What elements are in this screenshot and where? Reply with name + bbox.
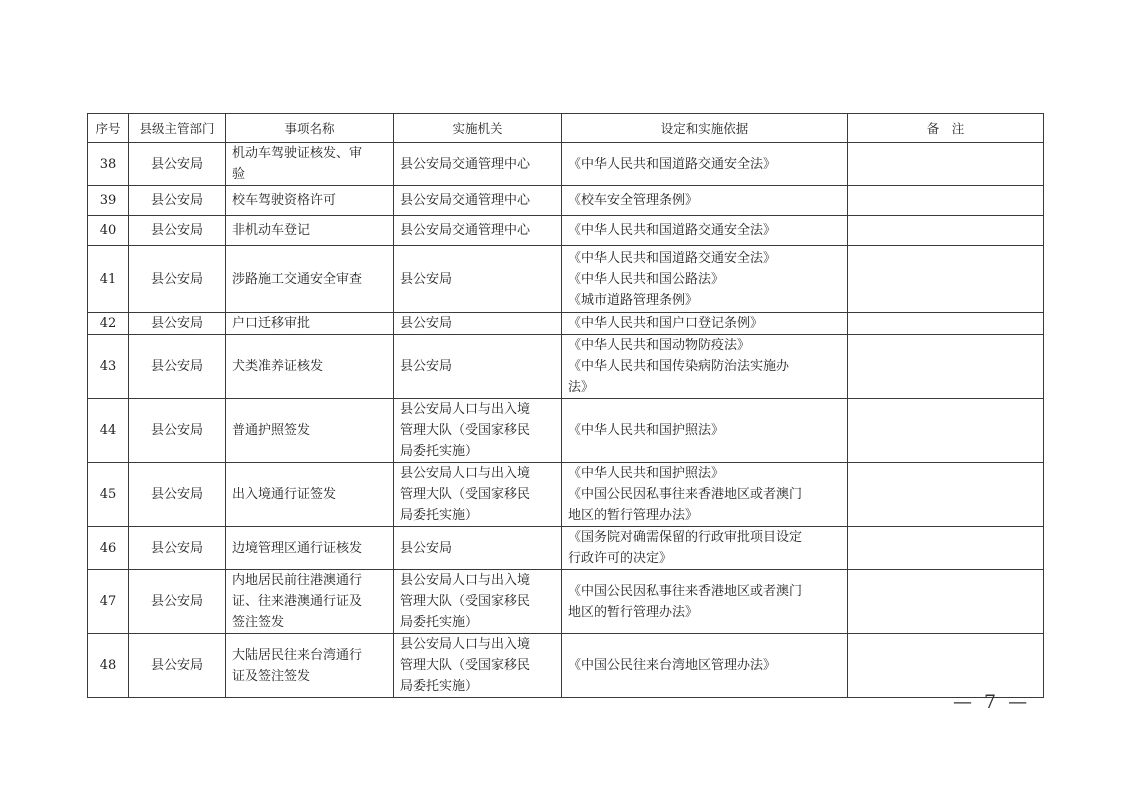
legal-basis-cell [562,527,848,570]
header-item-name: 事项名称 [226,114,394,143]
legal-basis-cell-line: 法》 [568,380,595,395]
department-cell: 县公安局 [129,634,226,698]
item-name-cell [226,246,394,313]
legal-basis-cell-line: 《中国公民因私事往来香港地区或者澳门 [568,487,803,502]
serial-number-cell: 42 [88,313,129,335]
serial-number-cell: 45 [88,463,129,527]
agency-cell-line: 管理大队（受国家移民 [400,658,531,673]
legal-basis-cell [562,463,848,527]
item-name-cell-line: 出入境通行证签发 [232,487,337,502]
remarks-cell [848,246,1044,313]
remarks-cell [848,399,1044,463]
agency-cell [394,463,562,527]
legal-basis-cell [562,399,848,463]
table-row [88,463,1044,527]
agency-cell-line: 县公安局交通管理中心 [400,223,531,238]
legal-basis-cell-line: 《中华人民共和国动物防疫法》 [568,338,751,353]
legal-basis-cell-line: 《中华人民共和国道路交通安全法》 [568,223,777,238]
agency-cell-line: 县公安局人口与出入境 [400,637,531,652]
legal-basis-cell-line: 地区的暂行管理办法》 [568,508,699,523]
legal-basis-cell-line: 《国务院对确需保留的行政审批项目设定 [568,530,803,545]
legal-basis-cell-line: 《城市道路管理条例》 [568,292,699,308]
legal-basis-cell [562,634,848,698]
table-row [88,335,1044,399]
agency-cell [394,186,562,216]
item-name-cell-line: 非机动车登记 [232,223,311,238]
legal-basis-cell-line: 《中华人民共和国传染病防治法实施办 [568,359,790,374]
agency-cell-line: 管理大队（受国家移民 [400,487,531,502]
department-cell: 县公安局 [129,313,226,335]
remarks-cell [848,216,1044,246]
legal-basis-cell-line: 行政许可的决定》 [568,551,673,566]
serial-number-cell: 41 [88,246,129,313]
item-name-cell-line: 机动车驾驶证核发、审 [232,146,363,161]
legal-basis-cell-line: 《中国公民往来台湾地区管理办法》 [568,658,777,673]
agency-cell-line: 局委托实施） [400,444,479,459]
table-row [88,216,1044,246]
department-cell: 县公安局 [129,246,226,313]
legal-basis-cell-line: 地区的暂行管理办法》 [568,604,699,620]
agency-cell [394,313,562,335]
table-row [88,634,1044,698]
table-row [88,570,1044,634]
item-name-cell-line: 普通护照签发 [232,423,311,438]
agency-cell-line: 县公安局交通管理中心 [400,193,531,208]
agency-cell [394,634,562,698]
item-name-cell [226,399,394,463]
serial-number-cell: 46 [88,527,129,570]
remarks-cell [848,313,1044,335]
agency-cell-line: 县公安局人口与出入境 [400,573,531,588]
legal-basis-cell-line: 《中华人民共和国户口登记条例》 [568,316,764,331]
item-name-cell-line: 证、往来港澳通行证及 [232,594,363,609]
agency-cell [394,246,562,313]
item-name-cell-line: 户口迁移审批 [232,316,311,331]
item-name-cell-line: 大陆居民往来台湾通行 [232,647,363,663]
legal-basis-cell-line: 《中华人民共和国道路交通安全法》 [568,250,777,266]
page-number: — 7 — [953,691,1031,713]
serial-number-cell: 48 [88,634,129,698]
table-row [88,246,1044,313]
agency-cell-line: 县公安局人口与出入境 [400,466,531,481]
agency-cell-line: 县公安局人口与出入境 [400,402,531,417]
legal-basis-cell [562,246,848,313]
department-cell: 县公安局 [129,143,226,186]
agency-cell-line: 管理大队（受国家移民 [400,594,531,609]
department-cell: 县公安局 [129,570,226,634]
item-name-cell [226,216,394,246]
remarks-cell [848,463,1044,527]
item-name-cell-line: 边境管理区通行证核发 [232,540,363,556]
header-remarks: 备 注 [848,114,1044,143]
department-cell: 县公安局 [129,527,226,570]
item-name-cell [226,313,394,335]
legal-basis-cell-line: 《中国公民因私事往来香港地区或者澳门 [568,583,803,599]
agency-cell [394,570,562,634]
department-cell: 县公安局 [129,216,226,246]
legal-basis-cell [562,335,848,399]
legal-basis-cell [562,186,848,216]
item-name-cell [226,143,394,186]
legal-basis-cell [562,313,848,335]
table-row [88,143,1044,186]
header-legal-basis: 设定和实施依据 [562,114,848,143]
serial-number-cell: 40 [88,216,129,246]
legal-basis-cell [562,216,848,246]
remarks-cell [848,335,1044,399]
agency-cell-line: 局委托实施） [400,679,479,694]
agency-cell [394,216,562,246]
item-name-cell-line: 校车驾驶资格许可 [232,193,337,208]
table-row [88,399,1044,463]
item-name-cell [226,463,394,527]
agency-cell-line: 县公安局 [400,359,453,374]
remarks-cell [848,634,1044,698]
table-row [88,313,1044,335]
approval-items-table [87,113,1044,698]
legal-basis-cell-line: 《中华人民共和国护照法》 [568,423,725,438]
serial-number-cell: 43 [88,335,129,399]
table-body [88,143,1044,698]
department-cell: 县公安局 [129,463,226,527]
item-name-cell-line: 验 [232,167,246,182]
agency-cell-line: 县公安局 [400,271,453,287]
agency-cell-line: 县公安局交通管理中心 [400,156,531,172]
agency-cell [394,527,562,570]
item-name-cell [226,634,394,698]
remarks-cell [848,186,1044,216]
remarks-cell [848,143,1044,186]
serial-number-cell: 44 [88,399,129,463]
legal-basis-cell-line: 《校车安全管理条例》 [568,193,699,208]
serial-number-cell: 47 [88,570,129,634]
item-name-cell-line: 内地居民前往港澳通行 [232,573,363,588]
agency-cell-line: 局委托实施） [400,508,479,523]
item-name-cell [226,570,394,634]
department-cell: 县公安局 [129,399,226,463]
agency-cell [394,399,562,463]
item-name-cell-line: 证及签注签发 [232,668,311,684]
serial-number-cell: 39 [88,186,129,216]
header-agency: 实施机关 [394,114,562,143]
department-cell: 县公安局 [129,186,226,216]
table-row [88,186,1044,216]
agency-cell-line: 县公安局 [400,540,453,556]
agency-cell-line: 管理大队（受国家移民 [400,423,531,438]
serial-number-cell: 38 [88,143,129,186]
header-department: 县级主管部门 [129,114,226,143]
item-name-cell-line: 犬类准养证核发 [232,359,324,374]
legal-basis-cell-line: 《中华人民共和国道路交通安全法》 [568,156,777,172]
legal-basis-cell-line: 《中华人民共和国公路法》 [568,271,725,287]
header-serial-number: 序号 [88,114,129,143]
item-name-cell [226,186,394,216]
agency-cell [394,143,562,186]
item-name-cell-line: 签注签发 [232,615,285,630]
legal-basis-cell-line: 《中华人民共和国护照法》 [568,466,725,481]
remarks-cell [848,570,1044,634]
item-name-cell-line: 涉路施工交通安全审查 [232,271,363,287]
legal-basis-cell [562,143,848,186]
legal-basis-cell [562,570,848,634]
item-name-cell [226,527,394,570]
remarks-cell [848,527,1044,570]
agency-cell-line: 局委托实施） [400,615,479,630]
agency-cell [394,335,562,399]
table-row [88,527,1044,570]
item-name-cell [226,335,394,399]
approval-items-table-container [87,113,1044,698]
department-cell: 县公安局 [129,335,226,399]
table-header-row [88,114,1044,143]
agency-cell-line: 县公安局 [400,316,453,331]
